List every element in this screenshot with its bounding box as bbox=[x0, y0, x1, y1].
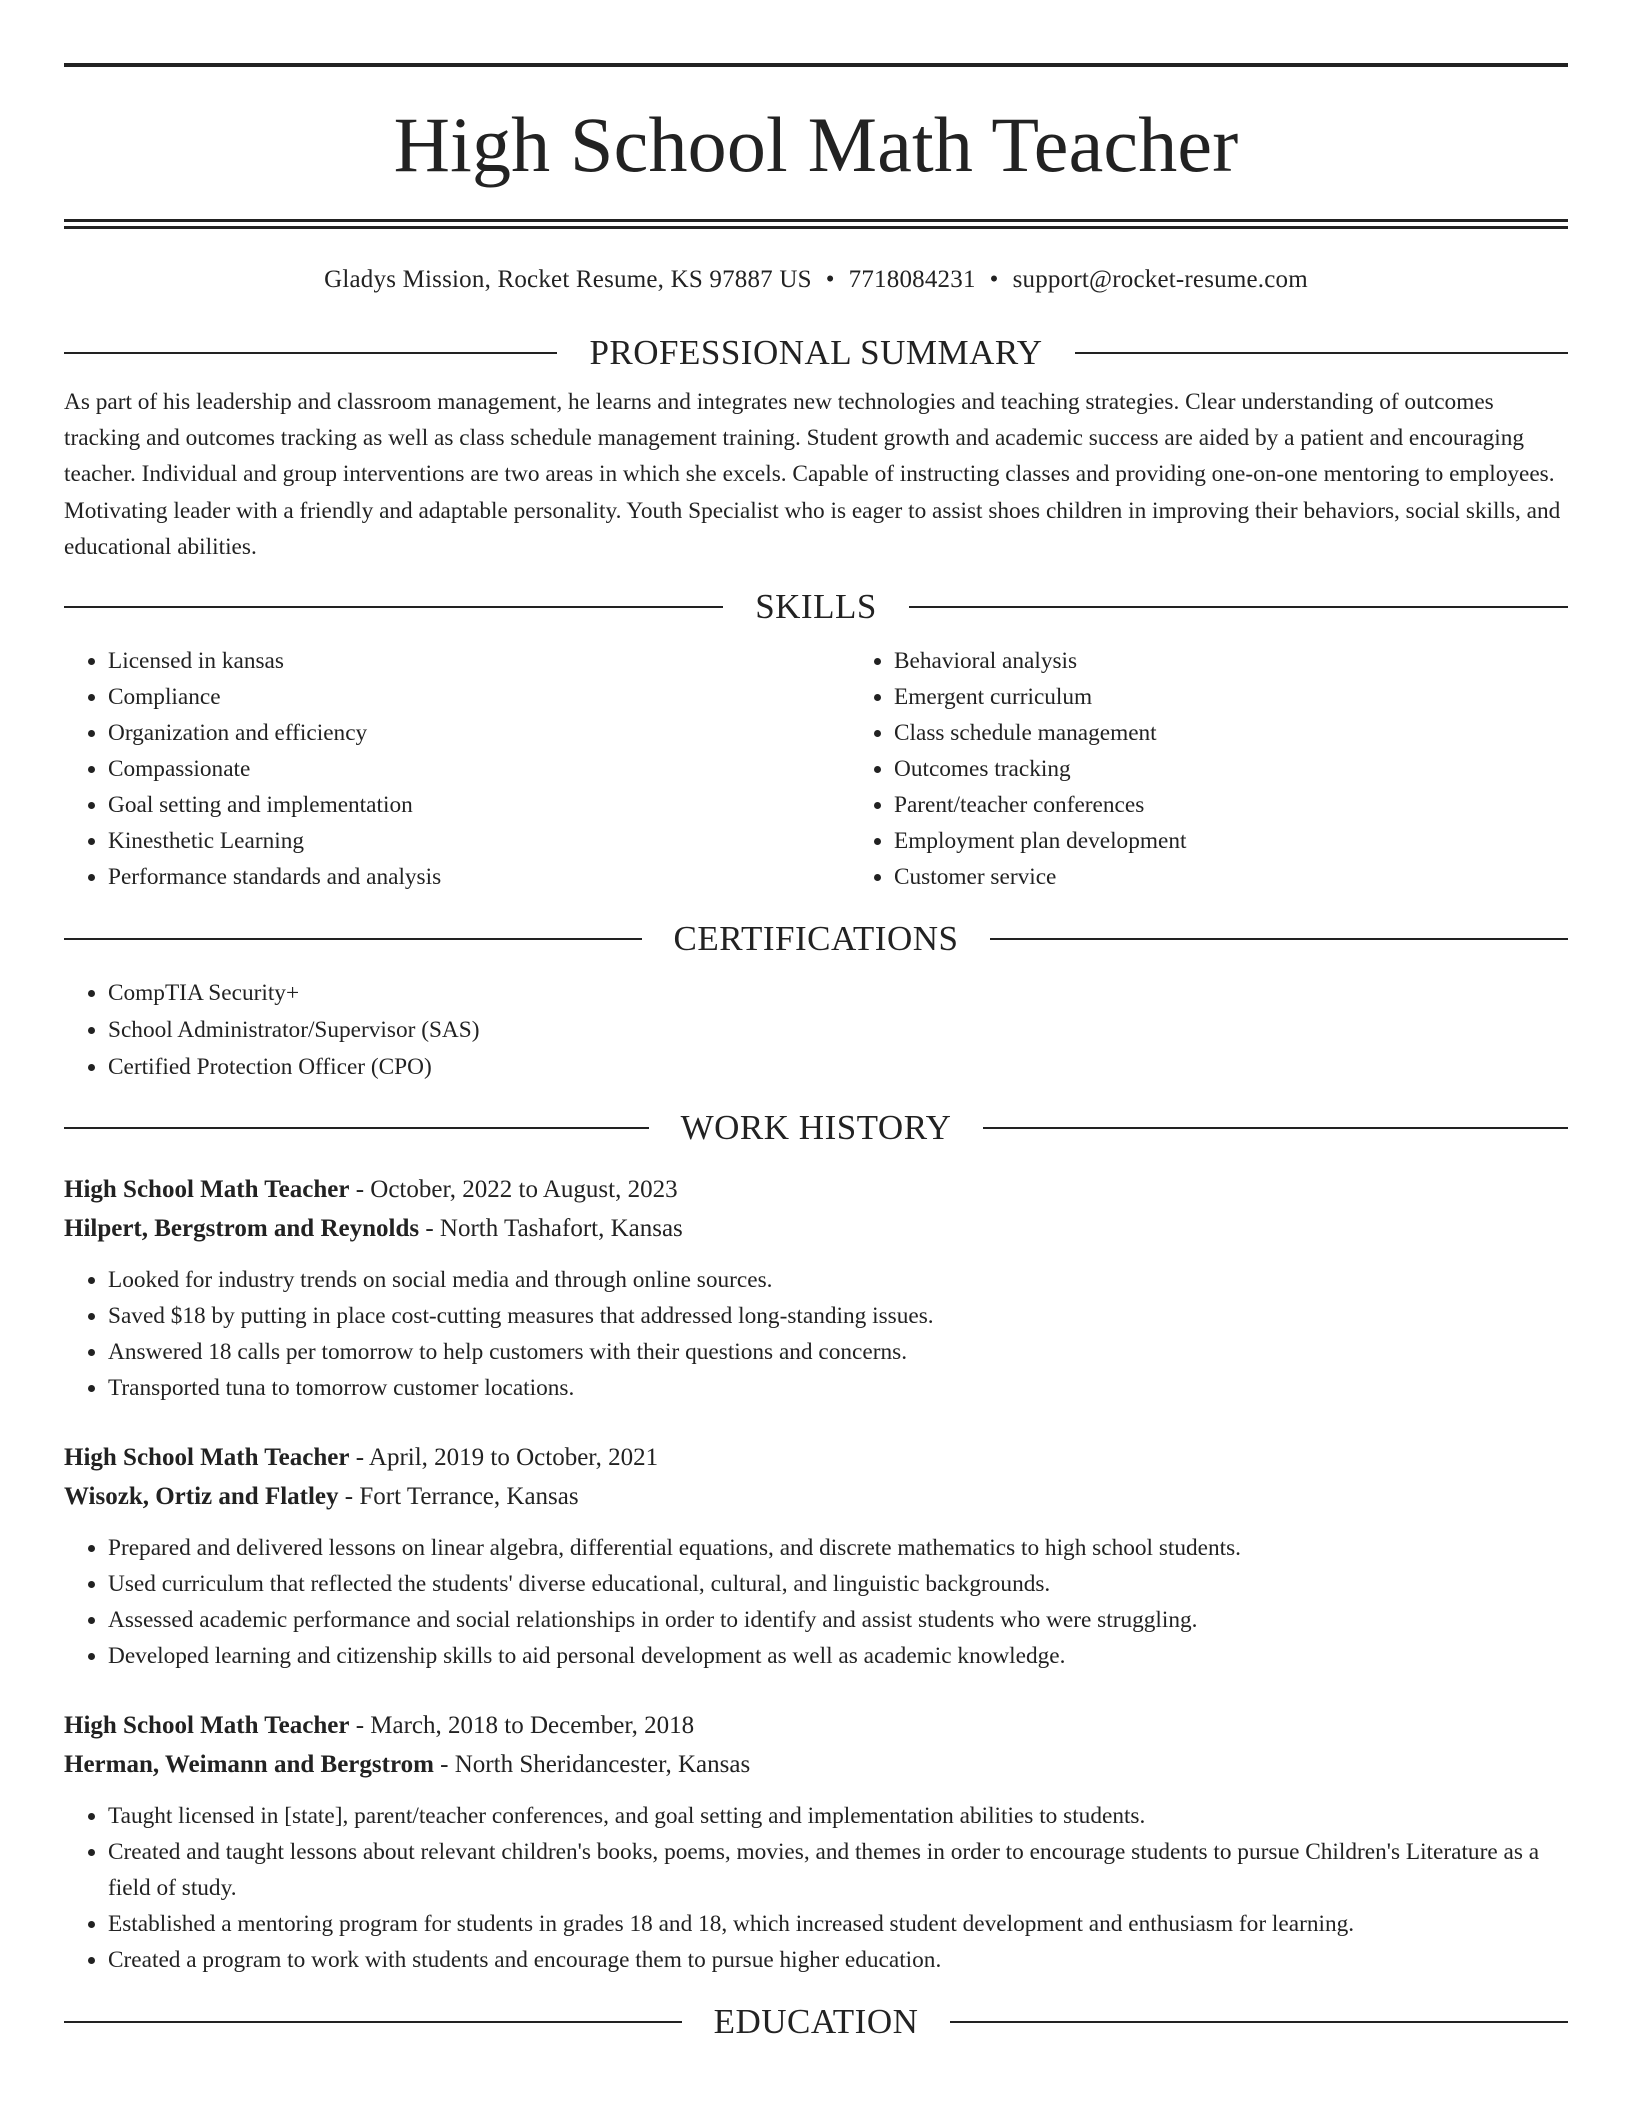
list-item: • Kinesthetic Learning bbox=[108, 823, 850, 859]
job-bullets bbox=[64, 1798, 1568, 1978]
top-rule bbox=[64, 63, 1568, 67]
heading-rule bbox=[64, 2021, 682, 2023]
list-item: • Looked for industry trends on social media and through online sources. bbox=[108, 1262, 1568, 1298]
heading-rule bbox=[950, 2021, 1568, 2023]
list-item: • Employment plan development bbox=[894, 823, 1632, 859]
section-title: WORK HISTORY bbox=[680, 1108, 952, 1148]
contact-line bbox=[64, 265, 1568, 295]
contact-email[interactable]: support@rocket-resume.com bbox=[1012, 266, 1308, 293]
job-company-line bbox=[64, 1209, 1568, 1248]
list-item: • Performance standards and analysis bbox=[108, 859, 850, 895]
section-heading-education bbox=[64, 2000, 1568, 2044]
skills-list-right bbox=[850, 643, 1632, 895]
list-item: • Licensed in kansas bbox=[108, 643, 850, 679]
heading-rule bbox=[990, 938, 1568, 940]
section-title: CERTIFICATIONS bbox=[673, 919, 959, 959]
job-bullets bbox=[64, 1262, 1568, 1406]
certifications-list bbox=[64, 975, 1568, 1086]
list-item: • Saved $18 by putting in place cost-cutting measures that addressed long-standing issues. bbox=[108, 1298, 1568, 1334]
section-title: SKILLS bbox=[755, 587, 877, 627]
contact-separator: • bbox=[825, 266, 835, 293]
list-item: • Behavioral analysis bbox=[894, 643, 1632, 679]
job-title-line bbox=[64, 1438, 1568, 1477]
heading-rule bbox=[64, 606, 723, 608]
list-item: • Class schedule management bbox=[894, 715, 1632, 751]
list-item: • Created and taught lessons about relevant children's books, poems, movies, and themes in order to encourage students to pursue Children's Literature as a field of study. bbox=[108, 1834, 1568, 1906]
resume-page bbox=[64, 0, 1568, 2044]
job-company: Hilpert, Bergstrom and Reynolds bbox=[64, 1215, 420, 1243]
list-item: • Outcomes tracking bbox=[894, 751, 1632, 787]
section-heading-skills bbox=[64, 585, 1568, 629]
list-item: • Compliance bbox=[108, 679, 850, 715]
list-item: • Answered 18 calls per tomorrow to help customers with their questions and concerns. bbox=[108, 1334, 1568, 1370]
job-location: - North Sheridancester, Kansas bbox=[433, 1751, 751, 1779]
list-item: • School Administrator/Supervisor (SAS) bbox=[108, 1012, 1568, 1049]
list-item: • Used curriculum that reflected the students' diverse educational, cultural, and linguistic backgrounds. bbox=[108, 1566, 1568, 1602]
job-entry bbox=[64, 1438, 1568, 1674]
contact-address: Gladys Mission, Rocket Resume, KS 97887 US bbox=[324, 266, 812, 293]
list-item: • Assessed academic performance and social relationships in order to identify and assist students who were struggling. bbox=[108, 1602, 1568, 1638]
heading-rule bbox=[1075, 352, 1568, 354]
section-title: PROFESSIONAL SUMMARY bbox=[589, 333, 1043, 372]
list-item: • Established a mentoring program for students in grades 18 and 18, which increased student development and enthusiasm for learning. bbox=[108, 1906, 1568, 1942]
list-item: • Organization and efficiency bbox=[108, 715, 850, 751]
job-title: High School Math Teacher bbox=[64, 1444, 350, 1472]
list-item: • Transported tuna to tomorrow customer locations. bbox=[108, 1370, 1568, 1406]
heading-rule bbox=[909, 606, 1568, 608]
section-title: EDUCATION bbox=[713, 2002, 919, 2042]
contact-phone: 7718084231 bbox=[848, 266, 976, 293]
skills-list-left bbox=[64, 643, 850, 895]
list-item: • Prepared and delivered lessons on linear algebra, differential equations, and discrete mathematics to high school students. bbox=[108, 1530, 1568, 1566]
heading-rule bbox=[983, 1127, 1568, 1129]
list-item: • Certified Protection Officer (CPO) bbox=[108, 1049, 1568, 1086]
summary-text: As part of his leadership and classroom management, he learns and integrates new technologies and teaching strategies. Clear understanding of outcomes tracking and outcomes tracking as well as class schedule management training. Student growth and academic success are aided by a patient and encouraging teacher. Individual and group interventions are two areas in which she excels. Capable of instructing classes and providing one-on-one mentoring to employees. Motivating leader with a friendly and adaptable personality. Youth Specialist who is eager to assist shoes children in improving their behaviors, social skills, and educational abilities. bbox=[64, 389, 1561, 560]
job-dates: - April, 2019 to October, 2021 bbox=[349, 1444, 659, 1472]
job-company: Wisozk, Ortiz and Flatley bbox=[64, 1483, 339, 1511]
job-dates: - October, 2022 to August, 2023 bbox=[349, 1176, 678, 1204]
job-bullets bbox=[64, 1530, 1568, 1674]
list-item: • CompTIA Security+ bbox=[108, 975, 1568, 1012]
job-location: - North Tashafort, Kansas bbox=[419, 1215, 683, 1243]
job-entry bbox=[64, 1706, 1568, 1978]
job-title: High School Math Teacher bbox=[64, 1712, 350, 1740]
job-company: Herman, Weimann and Bergstrom bbox=[64, 1751, 434, 1779]
job-company-line bbox=[64, 1745, 1568, 1784]
list-item: • Created a program to work with students and encourage them to pursue higher education. bbox=[108, 1942, 1568, 1978]
job-title-line bbox=[64, 1706, 1568, 1745]
heading-rule bbox=[64, 938, 642, 940]
heading-rule bbox=[64, 352, 557, 354]
job-company-line bbox=[64, 1477, 1568, 1516]
list-item: • Emergent curriculum bbox=[894, 679, 1632, 715]
job-title: High School Math Teacher bbox=[64, 1176, 350, 1204]
list-item: • Goal setting and implementation bbox=[108, 787, 850, 823]
list-item: • Developed learning and citizenship skills to aid personal development as well as academic knowledge. bbox=[108, 1638, 1568, 1674]
list-item: • Compassionate bbox=[108, 751, 850, 787]
list-item: • Taught licensed in [state], parent/teacher conferences, and goal setting and implementation abilities to students. bbox=[108, 1798, 1568, 1834]
list-item: • Parent/teacher conferences bbox=[894, 787, 1632, 823]
skills-columns bbox=[64, 643, 1568, 895]
title-double-rule bbox=[64, 219, 1568, 229]
job-dates: - March, 2018 to December, 2018 bbox=[349, 1712, 695, 1740]
section-heading-summary bbox=[64, 331, 1568, 375]
job-title-line bbox=[64, 1170, 1568, 1209]
section-heading-work-history bbox=[64, 1106, 1568, 1150]
job-location: - Fort Terrance, Kansas bbox=[338, 1483, 579, 1511]
section-heading-certifications bbox=[64, 917, 1568, 961]
contact-separator: • bbox=[989, 266, 999, 293]
job-entry bbox=[64, 1170, 1568, 1406]
resume-title: High School Math Teacher bbox=[393, 101, 1239, 188]
heading-rule bbox=[64, 1127, 649, 1129]
list-item: • Customer service bbox=[894, 859, 1632, 895]
